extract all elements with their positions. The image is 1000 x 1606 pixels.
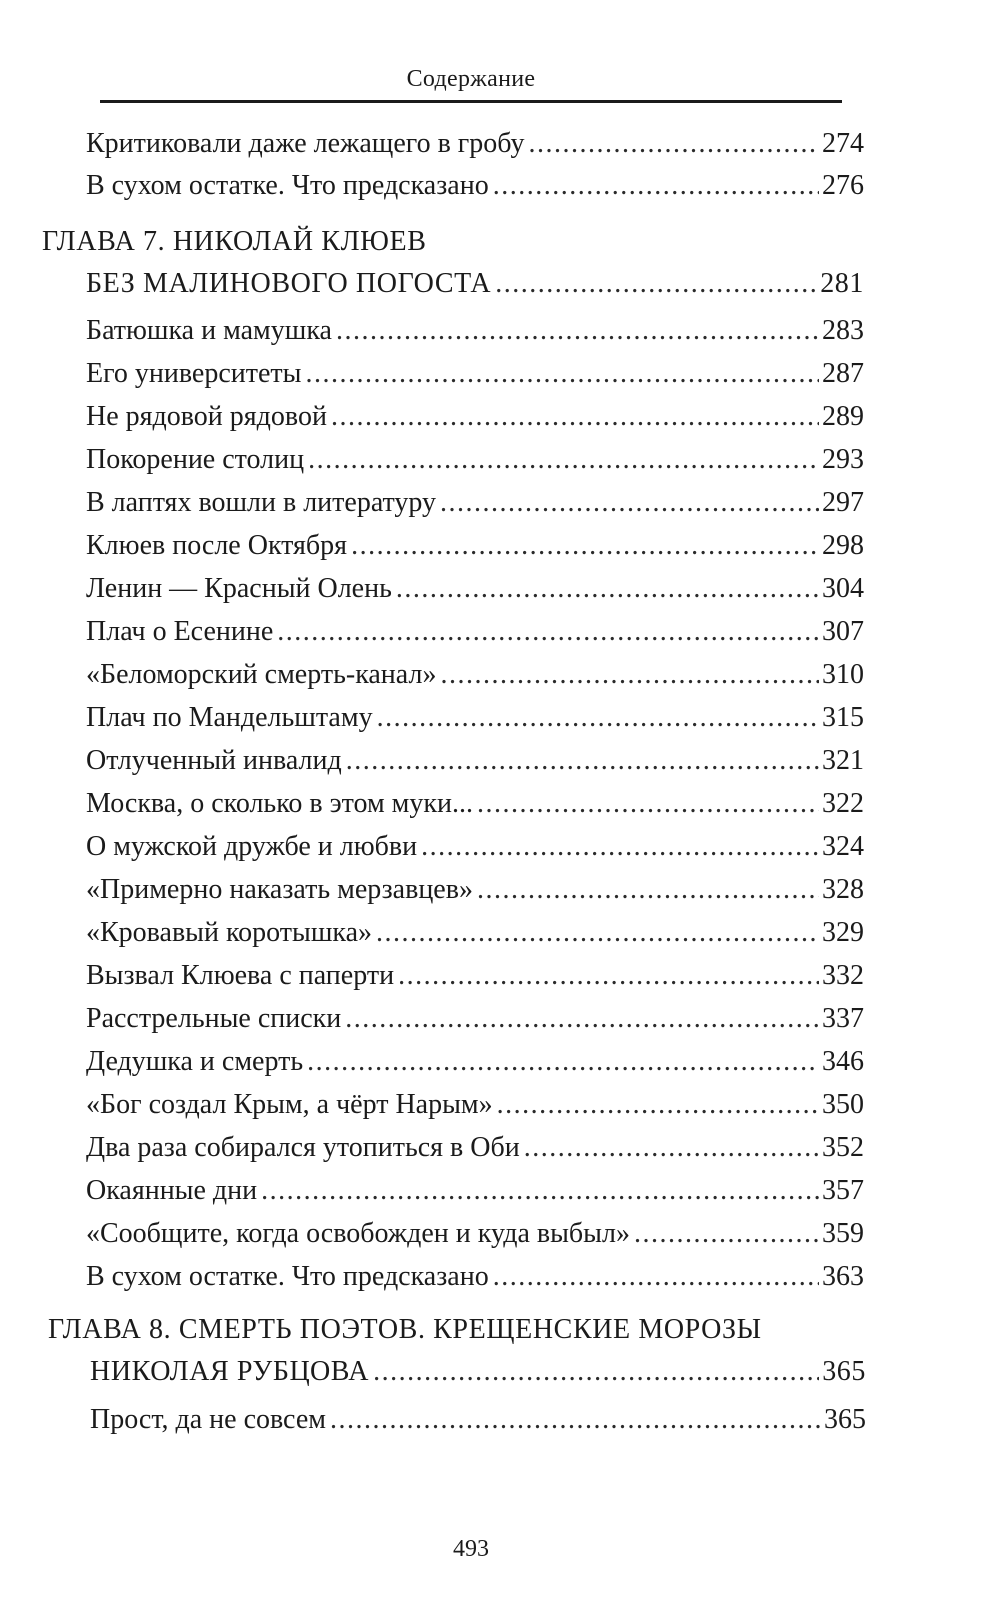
chapter-7-heading: ГЛАВА 7. НИКОЛАЙ КЛЮЕВ [42, 226, 427, 257]
toc-entry [86, 397, 864, 437]
entry-page: 324 [822, 831, 864, 862]
toc-entry [86, 483, 864, 523]
dot-leader [477, 784, 819, 824]
entry-title: В сухом остатке. Что предсказано [86, 1261, 489, 1292]
chapter-7-subheading [86, 264, 864, 304]
entry-title: Клюев после Октября [86, 530, 348, 561]
dot-leader [305, 354, 819, 394]
entry-title: В лаптях вошли в литературу [86, 487, 437, 518]
entry-page: 359 [822, 1218, 864, 1249]
entry-title: Батюшка и мамушка [86, 315, 332, 346]
dot-leader [440, 483, 819, 523]
toc-entry [86, 827, 864, 867]
dot-leader [336, 311, 819, 351]
entry-title: Плач по Мандельштаму [86, 702, 373, 733]
header-rule [100, 100, 842, 103]
dot-leader [377, 698, 819, 738]
toc-entry [86, 354, 864, 394]
toc-entry [86, 870, 864, 910]
entry-page: 276 [822, 170, 864, 201]
entry-page: 298 [822, 530, 864, 561]
dot-leader [528, 124, 819, 164]
entry-page: 363 [822, 1261, 864, 1292]
entry-page: 289 [822, 401, 864, 432]
toc-entry [86, 526, 864, 566]
running-head: Содержание [406, 66, 536, 92]
dot-leader [524, 1128, 819, 1168]
entry-title: Ленин — Красный Олень [86, 573, 392, 604]
toc-entry [86, 1257, 864, 1297]
entry-page: 350 [822, 1089, 864, 1120]
toc-entry [86, 655, 864, 695]
entry-page: 332 [822, 960, 864, 991]
entry-title: Не рядовой рядовой [86, 401, 327, 432]
dot-leader [493, 1257, 819, 1297]
dot-leader [351, 526, 819, 566]
entry-title: «Бог создал Крым, а чёрт Нарым» [86, 1089, 493, 1120]
entry-title: «Сообщите, когда освобожден и куда выбыл» [86, 1218, 630, 1249]
entry-title: Расстрельные списки [86, 1003, 342, 1034]
entry-title: Покорение столиц [86, 444, 305, 475]
dot-leader [440, 655, 819, 695]
dot-leader [634, 1214, 819, 1254]
toc-entry [86, 612, 864, 652]
toc-entry [86, 1085, 864, 1125]
dot-leader [330, 1400, 821, 1440]
toc-entry [86, 1214, 864, 1254]
toc-entry [86, 166, 864, 206]
entry-title: В сухом остатке. Что предсказано [86, 170, 489, 201]
toc-entry [86, 999, 864, 1039]
toc-entry [90, 1400, 866, 1440]
toc-entry [86, 1042, 864, 1082]
toc-entry [86, 311, 864, 351]
entry-page: 322 [822, 788, 864, 819]
dot-leader [345, 999, 819, 1039]
entry-title: Дедушка и смерть [86, 1046, 304, 1077]
dot-leader [346, 741, 819, 781]
entry-page: 337 [822, 1003, 864, 1034]
entry-page: 357 [822, 1175, 864, 1206]
entry-title: О мужской дружбе и любви [86, 831, 418, 862]
entry-page: 365 [824, 1404, 866, 1435]
dot-leader [376, 913, 819, 953]
dot-leader [477, 870, 819, 910]
toc-entry [86, 956, 864, 996]
dot-leader [398, 956, 819, 996]
toc-entry [86, 741, 864, 781]
entry-page: 310 [822, 659, 864, 690]
entry-page: 346 [822, 1046, 864, 1077]
dot-leader [421, 827, 819, 867]
dot-leader [277, 612, 819, 652]
dot-leader [261, 1171, 819, 1211]
toc-entry [86, 569, 864, 609]
entry-title: «Примерно наказать мерзавцев» [86, 874, 473, 905]
dot-leader [308, 440, 819, 480]
entry-page: 287 [822, 358, 864, 389]
dot-leader [495, 264, 817, 304]
chapter-7-page: 281 [820, 268, 864, 299]
entry-title: Два раза собирался утопиться в Оби [86, 1132, 520, 1163]
toc-entry [86, 1128, 864, 1168]
entry-title: Москва, о сколько в этом муки... [86, 788, 473, 819]
chapter-8-heading: ГЛАВА 8. СМЕРТЬ ПОЭТОВ. КРЕЩЕНСКИЕ МОРОЗЫ [48, 1314, 762, 1345]
dot-leader [307, 1042, 819, 1082]
toc-entry [86, 124, 864, 164]
entry-page: 329 [822, 917, 864, 948]
entry-page: 283 [822, 315, 864, 346]
toc-entry [86, 1171, 864, 1211]
dot-leader [497, 1085, 819, 1125]
toc-entry [86, 913, 864, 953]
dot-leader [493, 166, 819, 206]
entry-page: 321 [822, 745, 864, 776]
chapter-8-subheading [90, 1352, 866, 1392]
dot-leader [396, 569, 819, 609]
entry-page: 352 [822, 1132, 864, 1163]
entry-title: Прост, да не совсем [90, 1404, 326, 1435]
chapter-8-title: НИКОЛАЯ РУБЦОВА [90, 1356, 370, 1387]
entry-page: 328 [822, 874, 864, 905]
toc-entry [86, 784, 864, 824]
entry-title: Критиковали даже лежащего в гробу [86, 128, 525, 159]
page-number: 493 [453, 1536, 489, 1562]
toc-entry [86, 698, 864, 738]
entry-title: Окаянные дни [86, 1175, 258, 1206]
entry-title: Его университеты [86, 358, 302, 389]
entry-title: Плач о Есенине [86, 616, 274, 647]
chapter-7-title: БЕЗ МАЛИНОВОГО ПОГОСТА [86, 268, 492, 299]
entry-page: 315 [822, 702, 864, 733]
entry-page: 304 [822, 573, 864, 604]
entry-title: «Беломорский смерть-канал» [86, 659, 437, 690]
dot-leader [373, 1352, 819, 1392]
entry-title: Вызвал Клюева с паперти [86, 960, 395, 991]
entry-title: Отлученный инвалид [86, 745, 342, 776]
entry-page: 307 [822, 616, 864, 647]
entry-title: «Кровавый коротышка» [86, 917, 373, 948]
entry-page: 293 [822, 444, 864, 475]
dot-leader [331, 397, 819, 437]
chapter-8-page: 365 [822, 1356, 866, 1387]
toc-entry [86, 440, 864, 480]
entry-page: 274 [822, 128, 864, 159]
entry-page: 297 [822, 487, 864, 518]
